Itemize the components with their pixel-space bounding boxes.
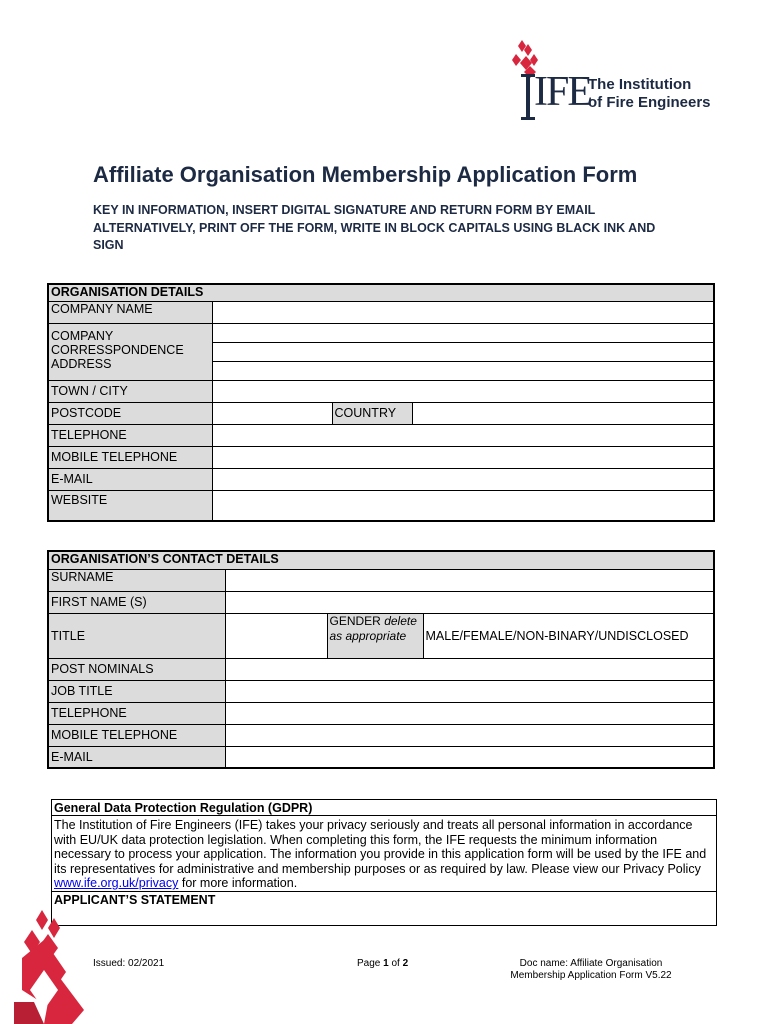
- contact-email-field[interactable]: [225, 746, 714, 768]
- contact-email-label: E-MAIL: [48, 746, 225, 768]
- org-mobile-field[interactable]: [212, 446, 714, 468]
- logo-wordmark: [588, 76, 711, 112]
- instructions: KEY IN INFORMATION, INSERT DIGITAL SIGNATURE AND RETURN FORM BY EMAIL ALTERNATIVELY, PRINT OFF THE FORM, WRITE IN BLOCK CAPITALS USING BLACK INK AND SIGN: [93, 203, 656, 252]
- gdpr-text: [52, 816, 716, 891]
- address-label: COMPANY CORRESSPONDENCE ADDRESS: [48, 323, 212, 380]
- organisation-details-table: [47, 283, 715, 522]
- town-label: TOWN / CITY: [48, 380, 212, 402]
- title-label: TITLE: [48, 613, 225, 658]
- doc-name: Doc name: Affiliate Organisation Membership Application Form V5.22: [510, 958, 672, 981]
- contact-details-table: [47, 550, 715, 769]
- page-title: Affiliate Organisation Membership Application Form: [93, 162, 638, 187]
- contact-mobile-label: MOBILE TELEPHONE: [48, 724, 225, 746]
- gdpr-body-end: for more information.: [181, 876, 298, 891]
- logo-line-2: of Fire Engineers: [588, 94, 711, 111]
- country-label: COUNTRY: [332, 402, 412, 424]
- gender-options-field[interactable]: MALE/FEMALE/NON-BINARY/UNDISCLOSED: [423, 613, 714, 658]
- website-field[interactable]: [212, 490, 714, 521]
- website-label: WEBSITE: [48, 490, 212, 521]
- address-line-2-field[interactable]: [212, 342, 714, 361]
- company-name-label: COMPANY NAME: [48, 301, 212, 323]
- company-name-field[interactable]: [212, 301, 714, 323]
- gender-label: GENDER: [329, 613, 381, 628]
- issued-date: Issued: 02/2021: [93, 958, 165, 969]
- org-email-label: E-MAIL: [48, 468, 212, 490]
- country-field[interactable]: [412, 402, 714, 424]
- contact-mobile-field[interactable]: [225, 724, 714, 746]
- page-number: [357, 958, 408, 969]
- surname-field[interactable]: [225, 569, 714, 591]
- post-nominals-field[interactable]: [225, 658, 714, 680]
- org-details-header: ORGANISATION DETAILS: [48, 284, 714, 301]
- contact-telephone-label: TELEPHONE: [48, 702, 225, 724]
- address-line-3-field[interactable]: [212, 361, 714, 380]
- postcode-field[interactable]: [212, 402, 332, 424]
- gdpr-header: General Data Protection Regulation (GDPR): [52, 800, 716, 816]
- contact-details-header: ORGANISATION’S CONTACT DETAILS: [48, 551, 714, 569]
- logo-line-1: The Institution: [588, 76, 692, 93]
- org-telephone-field[interactable]: [212, 424, 714, 446]
- privacy-policy-link[interactable]: www.ife.org.uk/privacy: [54, 876, 179, 891]
- title-field[interactable]: [225, 613, 327, 658]
- applicant-statement: APPLICANT’S STATEMENT: [52, 891, 716, 925]
- first-name-field[interactable]: [225, 591, 714, 613]
- logo-letters: IFE: [534, 69, 591, 115]
- surname-label: SURNAME: [48, 569, 225, 591]
- contact-telephone-field[interactable]: [225, 702, 714, 724]
- address-line-1-field[interactable]: [212, 323, 714, 342]
- gdpr-body: The Institution of Fire Engineers (IFE) takes your privacy seriously and treats all personal information in accordance with EU/UK data protection legislation. When completing this form, the IFE requests the minimum information necessary to process your application. The information you provide in this application form will be used by the IFE and its representatives for administrative and membership purposes or as required by law. Please view our Privacy Policy: [54, 818, 707, 876]
- org-mobile-label: MOBILE TELEPHONE: [48, 446, 212, 468]
- town-field[interactable]: [212, 380, 714, 402]
- postcode-label: POSTCODE: [48, 402, 212, 424]
- page-of: of: [391, 958, 400, 969]
- gender-note: delete as appropriate: [329, 613, 417, 643]
- job-title-field[interactable]: [225, 680, 714, 702]
- corner-flame-decoration-icon: [14, 910, 94, 1024]
- org-email-field[interactable]: [212, 468, 714, 490]
- gender-label-cell: [327, 613, 423, 658]
- page-total: 2: [402, 958, 409, 969]
- page-current: 1: [383, 958, 389, 969]
- job-title-label: JOB TITLE: [48, 680, 225, 702]
- first-name-label: FIRST NAME (S): [48, 591, 225, 613]
- post-nominals-label: POST NOMINALS: [48, 658, 225, 680]
- org-telephone-label: TELEPHONE: [48, 424, 212, 446]
- gdpr-box: [51, 799, 717, 926]
- page-prefix: Page: [357, 958, 381, 969]
